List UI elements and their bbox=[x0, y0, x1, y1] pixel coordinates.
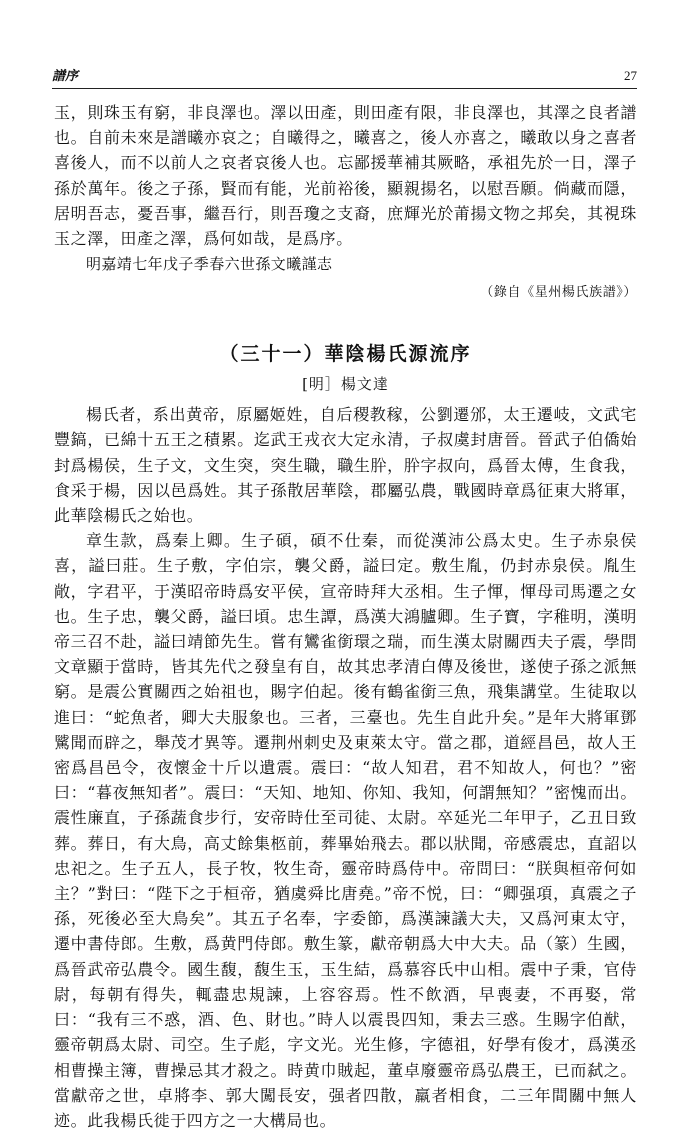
prev-section-paragraph: 玉，則珠玉有窮，非良澤也。澤以田產，則田產有限，非良澤也，其澤之良者譜也。自前未來是譜曦亦哀之；自曦得之，曦喜之，後人亦喜之，曦敢以身之喜者喜後人，而不以前人之哀者哀後人也。忘鄙援華補其厥略，承祖先於一日，澤子孫於萬年。後之子孫，賢而有能，光前裕後，顯親揚名，以慰吾願。倘藏而隱，居明吾志，憂吾事，繼吾行，則吾瓊之支裔，庶輝光於莆揚文物之邦矣，其視珠玉之澤，田產之澤，爲何如哉，是爲序。 bbox=[54, 103, 637, 249]
body-paragraph: 楊氏者，系出黄帝，原屬姬姓，自后稷教稼，公劉遷邠，太王遷岐，文武宅豐鎬，已綿十五王之積累。迄武王戎衣大定永清，子叔虞封唐晉。晉武子伯僑始封爲楊侯，生子文，文生突，突生職，職生肸，肸字叔向，爲晉太傅，生食我，食采于楊，因以邑爲姓。其子孫散居華陰，郡屬弘農，戰國時章爲征東大將軍，此華陰楊氏之始也。 bbox=[54, 405, 637, 526]
running-head: 譜序 bbox=[52, 69, 79, 84]
section-title: （三十一）華陰楊氏源流序 bbox=[219, 343, 472, 366]
page-body bbox=[54, 100, 637, 1133]
body-paragraph: 章生款，爲秦上卿。生子碩，碩不仕秦，而從漢沛公爲太史。生子赤泉侯喜，謚曰莊。生子敷，字伯宗，襲父爵，謚曰定。敷生胤，仍封赤泉侯。胤生敞，字君平，于漢昭帝時爲安平侯，宣帝時拜大丞相。生子惲，惲母司馬遷之女也。生子忠，襲父爵，謚曰頃。忠生譚，爲漢大鴻臚卿。生子寶，字稚明，漢明帝三召不赴，謚曰靖節先生。嘗有鸞雀銜環之瑞，而生漢太尉關西夫子震，學問文章顯于當時，皆其先代之發皇有自，故其忠孝清白傳及後世，遂使子孫之派無窮。是震公實關西之始祖也，賜字伯起。後有鶴雀銜三魚，飛集講堂。生徒取以進曰：“蛇魚者，卿大夫服象也。三者，三臺也。先生自此升矣。”是年大將軍鄧騭聞而辟之，舉茂才異等。遷荆州刺史及東萊太守。當之郡，道經昌邑，故人王密爲昌邑令，夜懷金十斤以遺震。震曰：“故人知君，君不知故人，何也？”密曰：“暮夜無知者”。震曰：“天知、地知、你知、我知，何謂無知？”密愧而出。震性廉直，子孫蔬食步行，安帝時仕至司徒、太尉。卒延光二年甲子，乙丑日致葬。葬日，有大鳥，高丈餘集柩前，葬畢始飛去。郡以狀聞，帝感震忠，直詔以忠祀之。生子五人，長子牧，牧生奇，靈帝時爲侍中。帝問曰：“朕與桓帝何如主？”對曰：“陛下之于桓帝，猶虞舜比唐堯。”帝不悦，曰：“卿强項，真震之子孫，死後必至大鳥矣”。其五子名奉，字委節，爲漢諫議大夫，又爲河東太守，遷中書侍郎。生敷，爲黄門侍郎。敷生篆，獻帝朝爲大中大夫。品（篆）生國，爲晉武帝弘農令。國生馥，馥生玉，玉生結，爲慕容氏中山相。震中子秉，官侍尉，每朝有得失，輒盡忠規諫，上容容焉。性不飲酒，早喪妻，不再娶，常曰：“我有三不惑，酒、色、財也。”時人以震畏四知，秉去三惑。生賜字伯猷，靈帝朝爲太尉、司空。生子彪，字文光。光生修，字德祖，好學有俊才，爲漢丞相曹操主簿，曹操忌其才殺之。時黄巾賊起，董卓廢靈帝爲弘農王，已而弑之。當獻帝之世，卓將李、郭大闖長安，强者四散，羸者相食，二三年間關中無人迹。此我楊氏徙于四方之一大構局也。 bbox=[54, 531, 637, 1130]
signature-line: 明嘉靖七年戊子季春六世孫文曦謹志 bbox=[86, 255, 333, 274]
source-citation: （錄自《星州楊氏族譜》） bbox=[480, 285, 637, 301]
page-header bbox=[52, 62, 637, 89]
section-author: [明］楊文達 bbox=[302, 375, 389, 394]
page-number: 27 bbox=[624, 68, 637, 83]
